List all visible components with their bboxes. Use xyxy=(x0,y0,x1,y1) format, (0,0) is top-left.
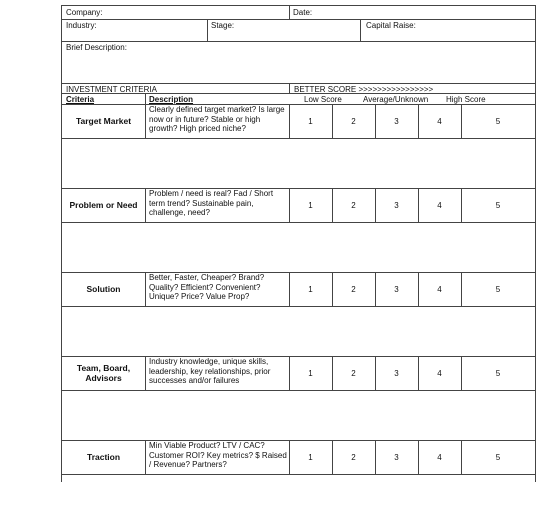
score-option[interactable]: 5 xyxy=(495,368,501,378)
divider xyxy=(145,356,146,390)
investment-criteria-heading: INVESTMENT CRITERIA xyxy=(66,85,157,94)
criteria-description: Min Viable Product? LTV / CAC? Customer ROI? Key metrics? $ Raised / Revenue? Partners? xyxy=(149,441,287,470)
divider xyxy=(145,440,146,474)
criteria-name: Target Market xyxy=(75,116,132,126)
divider xyxy=(289,6,290,19)
notes-area[interactable] xyxy=(62,223,535,272)
score-option[interactable]: 4 xyxy=(437,452,442,462)
notes-area[interactable] xyxy=(62,475,535,524)
divider xyxy=(62,41,535,42)
criteria-name: Traction xyxy=(86,452,121,462)
company-label: Company: xyxy=(66,8,103,17)
high-score-label: High Score xyxy=(446,95,486,104)
divider xyxy=(145,93,146,104)
score-option[interactable]: 5 xyxy=(495,452,501,462)
brief-description-label: Brief Description: xyxy=(66,43,127,52)
score-option[interactable]: 4 xyxy=(437,368,442,378)
divider xyxy=(62,83,535,84)
divider xyxy=(360,19,361,41)
criteria-name: Team, Board, Advisors xyxy=(76,363,131,383)
criteria-description: Industry knowledge, unique skills, leadership, key relationships, prior successes and/or failures xyxy=(149,357,271,386)
criteria-name: Problem or Need xyxy=(69,200,138,210)
score-option[interactable]: 3 xyxy=(394,284,399,294)
average-unknown-label: Average/Unknown xyxy=(363,95,429,104)
score-option[interactable]: 4 xyxy=(437,284,442,294)
score-option[interactable]: 2 xyxy=(351,116,356,126)
score-option[interactable]: 2 xyxy=(351,284,356,294)
score-option[interactable]: 2 xyxy=(351,368,356,378)
score-option[interactable]: 5 xyxy=(495,116,501,126)
score-option[interactable]: 1 xyxy=(308,116,313,126)
divider xyxy=(145,104,146,138)
score-option[interactable]: 2 xyxy=(351,200,356,210)
score-option[interactable]: 5 xyxy=(495,200,501,210)
divider xyxy=(145,188,146,222)
notes-area[interactable] xyxy=(62,139,535,188)
criteria-column-header: Criteria xyxy=(66,95,95,104)
description-column-header: Description xyxy=(149,95,194,104)
score-option[interactable]: 3 xyxy=(394,116,399,126)
score-option[interactable]: 1 xyxy=(308,284,313,294)
notes-area[interactable] xyxy=(62,307,535,356)
score-option[interactable]: 1 xyxy=(308,200,313,210)
better-score-label: BETTER SCORE >>>>>>>>>>>>>>>> xyxy=(294,85,434,94)
score-option[interactable]: 2 xyxy=(351,452,356,462)
score-option[interactable]: 3 xyxy=(394,200,399,210)
score-option[interactable]: 3 xyxy=(394,368,399,378)
date-label: Date: xyxy=(293,8,313,17)
divider xyxy=(207,19,208,41)
stage-label: Stage: xyxy=(211,21,235,30)
score-option[interactable]: 3 xyxy=(394,452,399,462)
score-option[interactable]: 5 xyxy=(495,284,501,294)
divider xyxy=(145,272,146,306)
divider xyxy=(62,93,535,94)
criteria-description: Problem / need is real? Fad / Short term trend? Sustainable pain, challenge, need? xyxy=(149,189,274,218)
capital-raise-label: Capital Raise: xyxy=(366,21,416,30)
score-option[interactable]: 1 xyxy=(308,368,313,378)
score-option[interactable]: 4 xyxy=(437,200,442,210)
criteria-description: Better, Faster, Cheaper? Brand? Quality? Efficient? Convenient? Unique? Price? Value Prop? xyxy=(149,273,265,302)
score-option[interactable]: 4 xyxy=(437,116,442,126)
criteria-name: Solution xyxy=(86,284,121,294)
low-score-label: Low Score xyxy=(304,95,342,104)
industry-label: Industry: xyxy=(66,21,97,30)
divider xyxy=(289,83,290,93)
divider xyxy=(62,19,535,20)
notes-area[interactable] xyxy=(62,391,535,440)
criteria-description: Clearly defined target market? Is large now or in future? Stable or high growth? High priced niche? xyxy=(149,105,285,134)
evaluation-form xyxy=(61,5,536,482)
score-option[interactable]: 1 xyxy=(308,452,313,462)
